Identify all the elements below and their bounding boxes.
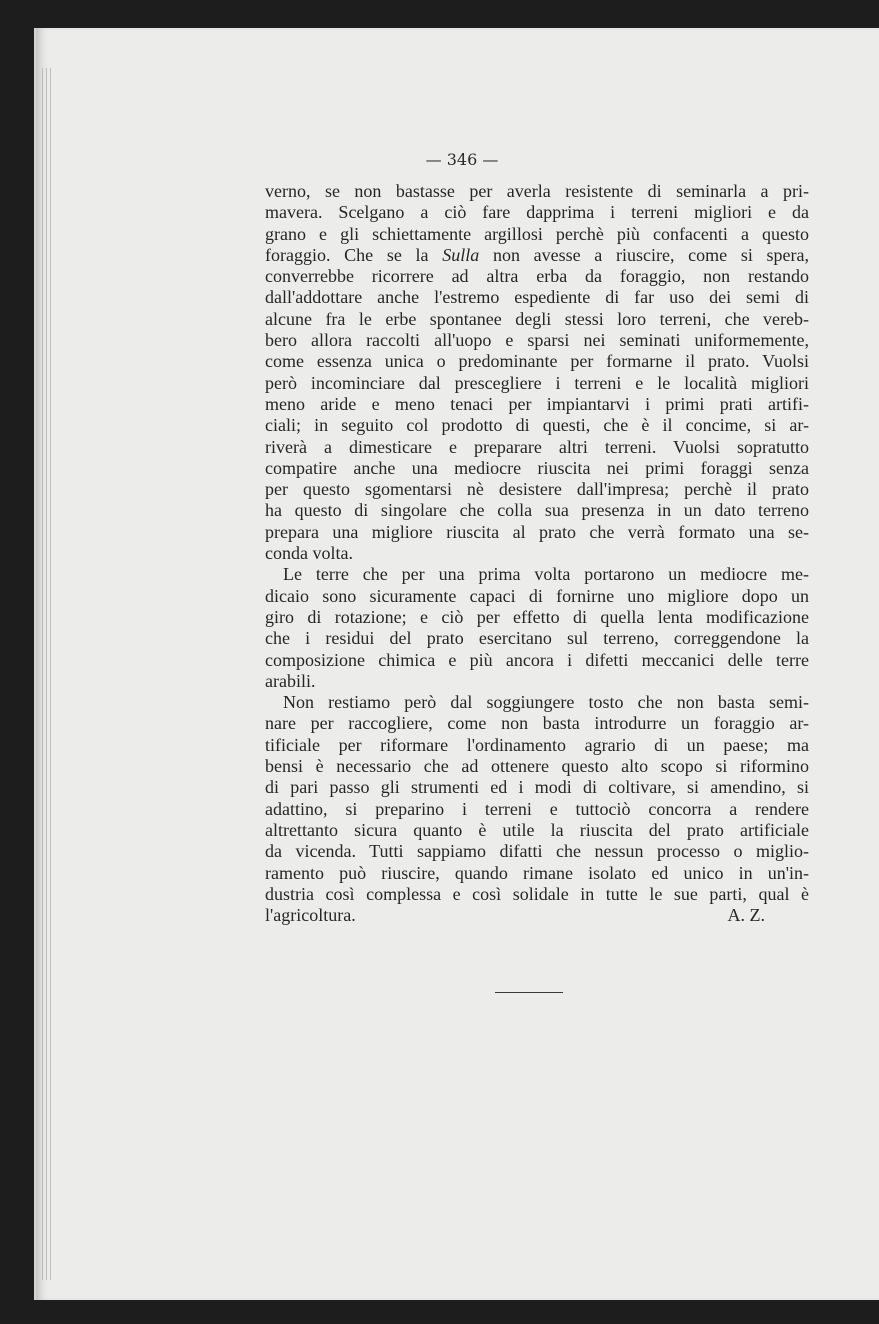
closing-signature-line [265,905,809,926]
text-line: dall'addottare anche l'estremo espediente di far uso dei semi di [265,287,809,308]
closing-rule [495,992,563,993]
text-line: prepara una migliore riuscita al prato che verrà formato una se- [265,521,809,542]
text-line: grano e gli schiettamente argillosi perchè più confacenti a questo [265,223,809,244]
text-line: tificiale per riformare l'ordinamento agrario di un paese; ma [265,734,809,755]
text-line: compatire anche una mediocre riuscita nei primi foraggi senza [265,457,809,478]
text-line: per questo sgomentarsi nè desistere dall'impresa; perchè il prato [265,479,809,500]
text-line: bensi è necessario che ad ottenere questo alto scopo si riformino [265,756,809,777]
text-line: riverà a dimesticare e preparare altri terreni. Vuolsi sopratutto [265,436,809,457]
text-line: però incominciare dal prescegliere i terreni e le località migliori [265,372,809,393]
text-line: Non restiamo però dal soggiungere tosto che non basta semi- [283,692,809,713]
body-text [265,181,809,926]
text-line: come essenza unica o predominante per formarne il prato. Vuolsi [265,351,809,372]
text-line: dustria così complessa e così solidale in tutte le sue parti, qual è [265,883,809,904]
text-line: Le terre che per una prima volta portarono un mediocre me- [283,564,809,585]
text-line: nare per raccogliere, come non basta introdurre un foraggio ar- [265,713,809,734]
text-line: che i residui del prato esercitano sul terreno, correggendone la [265,628,809,649]
paragraph [265,564,809,692]
page-edge-line [46,68,47,1280]
text-line: giro di rotazione; e ciò per effetto di quella lenta modificazione [265,606,809,627]
closing-text: l'agricoltura. [265,905,356,926]
text-line: meno aride e meno tenaci per impiantarvi i primi prati artifi- [265,393,809,414]
text-line: ciali; in seguito col prodotto di questi, che è il concime, si ar- [265,415,809,436]
text-line: conda volta. [265,543,353,564]
text-line: arabili. [265,670,316,691]
text-line: di pari passo gli strumenti ed i modi di coltivare, si amendino, si [265,777,809,798]
text-line: da vicenda. Tutti sappiamo difatti che nessun processo o miglio- [265,841,809,862]
text-line: altrettanto sicura quanto è utile la riuscita del prato artificiale [265,819,809,840]
text-line: composizione chimica e più ancora i difetti meccanici delle terre [265,649,809,670]
page-number: — 346 — [425,150,499,169]
text-line: alcune fra le erbe spontanee degli stessi loro terreni, che vereb- [265,308,809,329]
text-line: converrebbe ricorrere ad altra erba da foraggio, non restando [265,266,809,287]
text-line: mavera. Scelgano a ciò fare dapprima i terreni migliori e da [265,202,809,223]
text-line: verno, se non bastasse per averla resistente di seminarla a pri- [265,181,809,201]
page-edge-line [50,68,51,1280]
paragraph [265,692,809,905]
text-line: ramento può riuscire, quando rimane isolato ed unico in un'in- [265,862,809,883]
paragraph [265,181,809,564]
author-signature: A. Z. [727,905,765,926]
text-line: ha questo di singolare che colla sua presenza in un dato terreno [265,500,809,521]
page-edge-line [42,68,43,1280]
text-line: bero allora raccolti all'uopo e sparsi nei seminati uniformemente, [265,330,809,351]
text-line: foraggio. Che se la Sulla non avesse a riuscire, come si spera, [265,244,809,265]
text-line: adattino, si preparino i terreni e tuttociò concorra a rendere [265,798,809,819]
text-line: dicaio sono sicuramente capaci di fornirne uno migliore dopo un [265,585,809,606]
